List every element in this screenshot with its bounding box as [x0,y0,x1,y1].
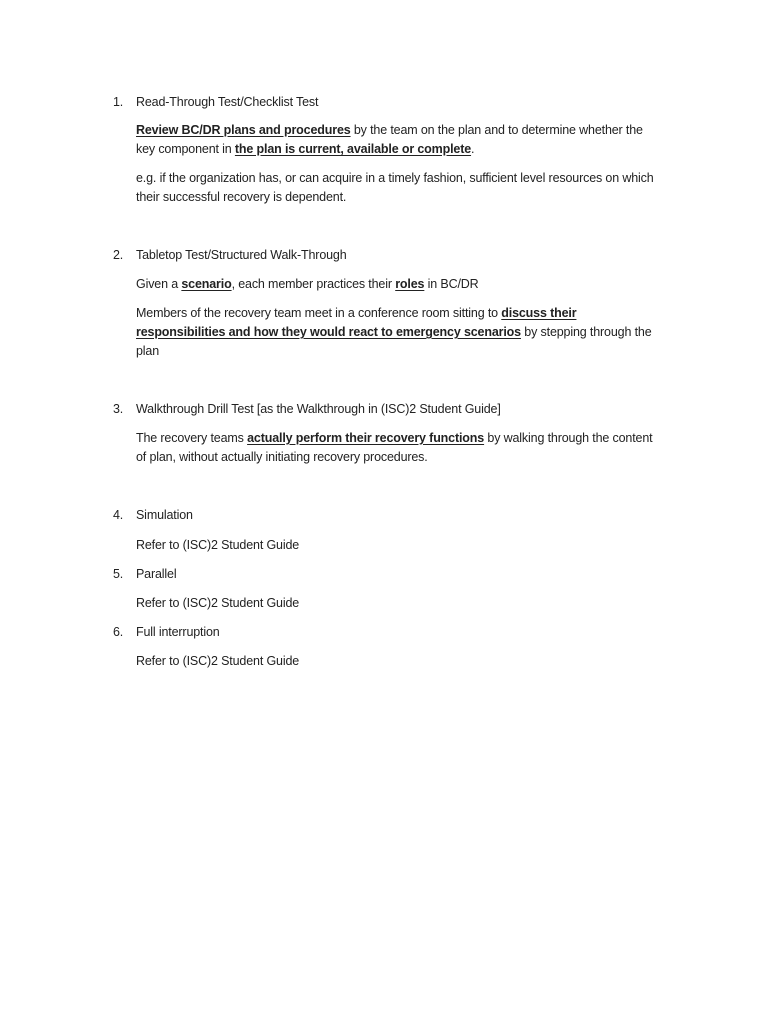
body-text: their successful recovery is dependent. [136,190,347,204]
body-text: Refer to (ISC)2 Student Guide [136,538,300,552]
paragraph-line [136,189,346,205]
paragraph-line [136,324,652,340]
body-text: The recovery teams [136,431,248,445]
list-number: 2. [113,248,124,262]
body-text: by stepping through the [520,325,652,339]
list-item-title: Read-Through Test/Checklist Test [136,95,319,109]
list-item-title: Full interruption [136,625,220,639]
body-text: Members of the recovery team meet in a conference room sitting to [136,306,502,320]
emphasis-text: the plan is current, available or complete [234,142,472,156]
emphasis-text: responsibilities and how they would react to emergency scenarios [136,325,521,339]
emphasis-text: roles [395,277,425,291]
paragraph-line [136,141,474,157]
list-number: 4. [113,508,124,522]
list-item-title: Parallel [136,567,177,581]
paragraph-line [136,595,299,611]
list-number: 5. [113,567,124,581]
paragraph-line [136,276,479,292]
body-text: Given a [136,277,182,291]
paragraph-line [136,537,299,553]
emphasis-text: Review BC/DR plans and procedures [136,123,351,137]
list-item-title: Walkthrough Drill Test [as the Walkthrough in (ISC)2 Student Guide] [136,402,501,416]
body-text: plan [136,344,160,358]
body-text: Refer to (ISC)2 Student Guide [136,596,300,610]
body-text: , each member practices their [231,277,396,291]
paragraph-line [136,122,643,138]
body-text: in BC/DR [424,277,479,291]
emphasis-text: scenario [181,277,232,291]
paragraph-line [136,449,428,465]
list-number: 1. [113,95,124,109]
list-item-title: Tabletop Test/Structured Walk-Through [136,248,347,262]
emphasis-text: actually perform their recovery functions [247,431,485,445]
list-item-title: Simulation [136,508,193,522]
list-number: 3. [113,402,124,416]
paragraph-line [136,170,654,186]
body-text: Refer to (ISC)2 Student Guide [136,654,300,668]
paragraph-line [136,430,652,446]
body-text: by walking through the content [484,431,653,445]
body-text: of plan, without actually initiating recovery procedures. [136,450,428,464]
body-text: e.g. if the organization has, or can acquire in a timely fashion, sufficient level resources on which [136,171,654,185]
body-text: by the team on the plan and to determine whether the [350,123,643,137]
body-text: key component in [136,142,235,156]
paragraph-line [136,343,159,359]
list-number: 6. [113,625,124,639]
paragraph-line [136,305,576,321]
emphasis-text: discuss their [501,306,577,320]
body-text: . [471,142,475,156]
paragraph-line [136,653,299,669]
